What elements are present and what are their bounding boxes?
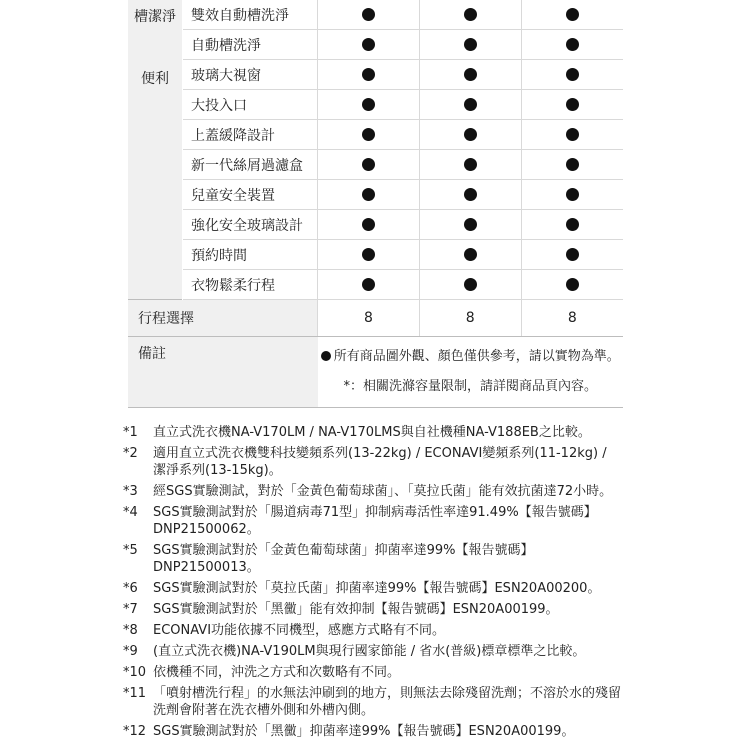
footnote-item bbox=[123, 424, 623, 441]
feature-label: 大投入口 bbox=[183, 90, 318, 120]
footnote-text: 「噴射槽洗行程」的水無法沖刷到的地方，則無法去除殘留洗劑；不溶於水的殘留洗劑會附著在洗衣槽外側和外槽內側。 bbox=[153, 686, 622, 718]
spec-table-body bbox=[128, 0, 623, 408]
supported-dot-icon bbox=[464, 188, 477, 201]
footnote-marker: *11 bbox=[123, 686, 147, 701]
supported-dot-icon bbox=[362, 278, 375, 291]
footnote-text: ECONAVI功能依據不同機型，感應方式略有不同。 bbox=[153, 623, 446, 638]
feature-label: 強化安全玻璃設計 bbox=[183, 210, 318, 240]
feature-row bbox=[128, 270, 623, 300]
footnote-marker: *12 bbox=[123, 724, 147, 739]
trip-label: 行程選擇 bbox=[128, 300, 318, 337]
footnote-text: SGS實驗測試對於「黑黴」能有效抑制【報告號碼】ESN20A00199。 bbox=[153, 602, 559, 617]
feature-row bbox=[128, 240, 623, 270]
supported-dot-icon bbox=[362, 68, 375, 81]
footnote-marker: *7 bbox=[123, 602, 138, 617]
supported-dot-icon bbox=[464, 218, 477, 231]
footnote-marker: *4 bbox=[123, 505, 138, 520]
supported-dot-icon bbox=[464, 98, 477, 111]
supported-dot-icon bbox=[362, 38, 375, 51]
supported-dot-icon bbox=[362, 158, 375, 171]
footnote-item bbox=[123, 504, 623, 538]
supported-dot-icon bbox=[464, 128, 477, 141]
supported-dot-icon bbox=[464, 8, 477, 21]
supported-dot-icon bbox=[362, 188, 375, 201]
footnote-item bbox=[123, 580, 623, 597]
footnote-item bbox=[123, 542, 623, 576]
supported-dot-icon bbox=[362, 8, 375, 21]
trip-row bbox=[128, 300, 623, 337]
footnote-text: 依機種不同，沖洗之方式和次數略有不同。 bbox=[153, 665, 401, 680]
footnote-marker: *10 bbox=[123, 665, 147, 680]
trip-value: 8 bbox=[318, 300, 420, 337]
supported-dot-icon bbox=[362, 98, 375, 111]
supported-dot-icon bbox=[464, 278, 477, 291]
supported-dot-icon bbox=[566, 218, 579, 231]
footnote-item bbox=[123, 445, 623, 479]
supported-dot-icon bbox=[566, 248, 579, 261]
remark-label: 備註 bbox=[128, 337, 318, 408]
feature-label: 預約時間 bbox=[183, 240, 318, 270]
supported-dot-icon bbox=[566, 188, 579, 201]
footnote-text: 直立式洗衣機NA-V170LM / NA-V170LMS與自社機種NA-V188EB之比較。 bbox=[153, 425, 591, 440]
spec-table bbox=[128, 0, 623, 408]
supported-dot-icon bbox=[566, 8, 579, 21]
footnote-marker: *2 bbox=[123, 446, 138, 461]
feature-label: 雙效自動槽洗淨 bbox=[183, 0, 318, 30]
supported-dot-icon bbox=[464, 248, 477, 261]
footnote-item bbox=[123, 664, 623, 681]
remark-row bbox=[128, 337, 623, 408]
footnote-item bbox=[123, 685, 623, 719]
supported-dot-icon bbox=[566, 158, 579, 171]
supported-dot-icon bbox=[566, 38, 579, 51]
footnote-text: SGS實驗測試對於「腸道病毒71型」抑制病毒活性率達91.49%【報告號碼】DNP21500062。 bbox=[153, 505, 597, 537]
supported-dot-icon bbox=[464, 158, 477, 171]
supported-dot-icon bbox=[566, 278, 579, 291]
footnote-marker: *6 bbox=[123, 581, 138, 596]
footnote-item bbox=[123, 601, 623, 618]
supported-dot-icon bbox=[464, 38, 477, 51]
footnote-text: SGS實驗測試對於「黑黴」抑菌率達99%【報告號碼】ESN20A00199。 bbox=[153, 724, 575, 739]
trip-value: 8 bbox=[419, 300, 521, 337]
supported-dot-icon bbox=[464, 68, 477, 81]
feature-row bbox=[128, 180, 623, 210]
feature-label: 新一代絲屑過濾盒 bbox=[183, 150, 318, 180]
footnote-item bbox=[123, 622, 623, 639]
feature-row bbox=[128, 210, 623, 240]
supported-dot-icon bbox=[362, 128, 375, 141]
category-label: 槽潔淨 bbox=[128, 0, 183, 60]
supported-dot-icon bbox=[566, 128, 579, 141]
footnote-text: (直立式洗衣機)NA-V190LM與現行國家節能 / 省水(普級)標章標準之比較。 bbox=[153, 644, 586, 659]
footnote-item bbox=[123, 483, 623, 500]
remark-content bbox=[318, 337, 624, 408]
footnote-marker: *8 bbox=[123, 623, 138, 638]
feature-label: 自動槽洗淨 bbox=[183, 30, 318, 60]
footnote-text: SGS實驗測試對於「莫拉氏菌」抑菌率達99%【報告號碼】ESN20A00200。 bbox=[153, 581, 601, 596]
footnote-item bbox=[123, 643, 623, 660]
footnote-item bbox=[123, 723, 623, 740]
footnote-marker: *9 bbox=[123, 644, 138, 659]
feature-row bbox=[128, 90, 623, 120]
footnote-marker: *3 bbox=[123, 484, 138, 499]
footnote-marker: *1 bbox=[123, 425, 138, 440]
trip-value: 8 bbox=[521, 300, 623, 337]
remark-line-1: 所有商品圖外觀、顏色僅供參考，請以實物為準。 bbox=[318, 342, 624, 372]
supported-dot-icon bbox=[566, 68, 579, 81]
feature-row bbox=[128, 60, 623, 90]
remark-line-2: *：相關洗滌容量限制，請詳閱商品頁內容。 bbox=[343, 379, 597, 394]
feature-label: 兒童安全裝置 bbox=[183, 180, 318, 210]
feature-row bbox=[128, 150, 623, 180]
feature-label: 上蓋緩降設計 bbox=[183, 120, 318, 150]
bullet-icon bbox=[321, 351, 331, 361]
footnote-text: 經SGS實驗測試，對於「金黃色葡萄球菌」、「莫拉氏菌」能有效抗菌達72小時。 bbox=[153, 484, 613, 499]
footnote-text: 適用直立式洗衣機雙科技變頻系列(13-22kg) / ECONAVI變頻系列(11-12kg) / 潔淨系列(13-15kg)。 bbox=[153, 446, 607, 478]
supported-dot-icon bbox=[362, 248, 375, 261]
feature-label: 玻璃大視窗 bbox=[183, 60, 318, 90]
category-label: 便利 bbox=[128, 60, 183, 300]
supported-dot-icon bbox=[362, 218, 375, 231]
footnote-marker: *5 bbox=[123, 543, 138, 558]
feature-row bbox=[128, 30, 623, 60]
feature-row bbox=[128, 0, 623, 30]
footnote-text: SGS實驗測試對於「金黃色葡萄球菌」抑菌率達99%【報告號碼】DNP21500013。 bbox=[153, 543, 534, 575]
supported-dot-icon bbox=[566, 98, 579, 111]
footnotes-list bbox=[123, 424, 623, 744]
feature-label: 衣物鬆柔行程 bbox=[183, 270, 318, 300]
feature-row bbox=[128, 120, 623, 150]
